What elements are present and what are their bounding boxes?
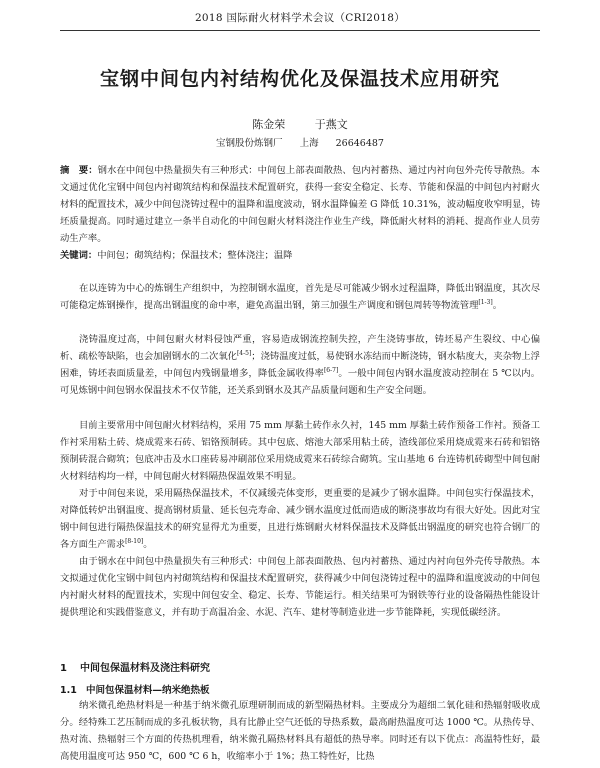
abstract-label: 摘 要： xyxy=(60,165,98,176)
keywords-text: 中间包；砌筑结构；保温技术；整体浇注；温降 xyxy=(97,250,293,261)
author-name: 于燕文 xyxy=(314,118,348,131)
body-paragraph-2 xyxy=(60,331,540,399)
abstract-text: 钢水在中间包中热量损失有三种形式：中间包上部表面散热、包内衬蓄热、通过内衬向包外壳传导散热。本文通过优化宝钢中间包内衬砌筑结构和保温技术配置研究，获得一套安全稳定、长寿、节能和保温的中间包内衬耐火材料的配置技术，减少中间包浇铸过程中的温降和温度波动，钢水温降偏差 G 降低 10.31%，波动幅度收窄明显，铸坯质量提高。同时通过建立一条半自动化的中间包耐火材料浇注作业生产线，降低耐火材料的消耗、提高作业人员劳动生产率。 xyxy=(60,165,540,245)
citation-ref: [1-3] xyxy=(478,299,493,306)
paper-title: 宝钢中间包内衬结构优化及保温技术应用研究 xyxy=(99,68,500,90)
affiliation-city: 上海 xyxy=(299,138,319,149)
section-number: 1.1 xyxy=(60,685,77,696)
body-paragraph-3 xyxy=(60,417,540,485)
section-heading-1 xyxy=(60,659,210,674)
abstract xyxy=(60,162,540,247)
paragraph-text: 目前主要常用中间包耐火材料结构，采用 75 mm 厚黏土砖作永久衬，145 mm 厚黏土砖作预备工作衬。预备工作衬采用粘土砖、烧成霓来石砖、铝铬预制砖。其中包底、熔池大部采用粘土砖，渣线部位采用烧成霓来石砖和铝铬预制砖混合砌筑；包底冲击及水口座砖易冲刷部位采用烧成霓来石砖综合砌筑。宝山基地 6 台连铸机砖砌型中间包耐火材料结构均一样，中间包耐火材料隔热保温效果不明显。 xyxy=(60,420,540,483)
keywords-label: 关键词： xyxy=(60,250,98,261)
section-title: 中间包保温材料—纳米绝热板 xyxy=(86,685,210,696)
paragraph-tail: 。一般中间包内钢水温度波动控制在 5 ℃以内。可见炼钢中间包钢水保温技术不仅节能，还关系到钢水及其产品质量问题和生产安全问题。 xyxy=(60,368,540,397)
paragraph-text: 纳米微孔绝热材料是一种基于纳米微孔原理研制而成的新型隔热材料。主要成分为超细二氧化硅和热辐射吸收成分。经特殊工艺压制而成的多孔板状物，具有比静止空气还低的导热系数，最高耐热温度可达 1000 ℃。从热传导、热对流、热辐射三个方面的传热机理看，纳米微孔隔热材料具有超低的热导率。同时还有以下优点：高温特性好，最高使用温度可达 950 ℃，600 ℃ 6 h，收缩率小于 1%；热工特性好，比热 xyxy=(60,700,540,763)
affiliation-org: 宝钢股份炼钢厂 xyxy=(216,138,283,149)
keywords xyxy=(60,247,540,264)
body-paragraph-6 xyxy=(60,697,540,765)
citation-ref: [8-10] xyxy=(125,538,144,546)
author-name: 陈金荣 xyxy=(252,118,286,131)
affiliation xyxy=(0,135,600,149)
paragraph-text: ；浇铸温度过低，易使钢水冻结而中断浇铸，钢水粘度大，夹杂物上浮困难，铸坯表面质量差，中间包内残钢量增多，降低金属收得率 xyxy=(60,351,540,380)
paragraph-text: 由于钢水在中间包中热量损失有三种形式：中间包上部表面散热、包内衬蓄热、通过内衬向包外壳传导散热。本文拟通过优化宝钢中间包内衬砌筑结构和保温技术配置研究，获得减少中间包浇铸过程中的温降和温度波动的中间包内衬耐火材料的配置技术，实现中间包安全、稳定、长寿、节能运行。相关结果可为钢铁等行业的设备隔热性能设计提供理论和实践借鉴意义，并有助于高温冶金、水泥、汽车、建材等制造业进一步节能降耗，实现低碳经济。 xyxy=(60,556,540,619)
citation-ref: [4-5] xyxy=(236,350,252,357)
body-paragraph-1 xyxy=(60,280,540,314)
paragraph-text: 浇铸温度过高，中间包耐火材料侵蚀严重，容易造成钢流控制失控，产生浇铸事故，铸坯易产生裂纹、中心偏析、疏松等缺陷，也会加剧钢水的二次氧化 xyxy=(60,334,540,363)
paragraph-text: 对于中间包来说，采用隔热保温技术，不仅减缓壳体变形，更重要的是减少了钢水温降。中间包实行保温技术，对降低转炉出钢温度、提高钢材质量、延长包壳寿命、减少钢水温度过低而造成的断浇事故均有很大好处。因此对宝钢中间包进行隔热保温技术的研究显得尤为重要，且进行炼钢耐火材料保温技术及降低出钢温度的研究也符合钢厂的各方面生产需求 xyxy=(60,488,540,551)
author-list xyxy=(0,116,600,132)
body-paragraph-5 xyxy=(60,553,540,621)
section-title: 中间包保温材料及浇注料研究 xyxy=(80,663,210,674)
section-heading-1-1 xyxy=(60,682,210,696)
header-rule xyxy=(60,30,540,31)
paragraph-tail: 。 xyxy=(492,300,503,312)
section-number: 1 xyxy=(60,663,67,674)
running-header: 2018 国际耐火材料学术会议（CRI2018） xyxy=(194,12,406,24)
citation-ref: [6-7] xyxy=(323,367,339,375)
paragraph-text: 在以连铸为中心的炼钢生产组织中，为控制钢水温度，首先是尽可能减少钢水过程温降，降低出钢温度，其次尽可能稳定炼钢操作，提高出钢温度的命中率，避免高温出钢，第三加强生产调度和钢包周转等物流管理 xyxy=(60,283,540,312)
affiliation-zip: 26646487 xyxy=(335,138,384,149)
paragraph-tail: 。 xyxy=(143,539,153,551)
body-paragraph-4 xyxy=(60,485,540,553)
